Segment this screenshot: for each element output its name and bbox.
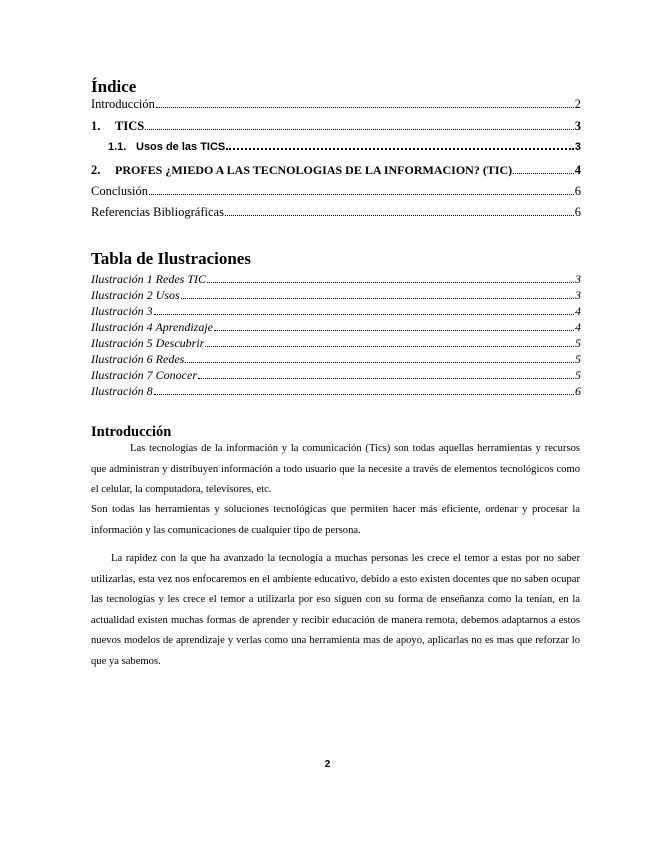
leader-dots xyxy=(156,107,574,108)
toc-entry-page: 3 xyxy=(574,119,581,133)
leader-dots xyxy=(185,362,574,363)
toc-entry-page: 3 xyxy=(574,141,581,153)
illustration-entry[interactable] xyxy=(91,384,581,398)
illustration-page: 5 xyxy=(575,336,581,350)
illustration-page: 3 xyxy=(575,272,581,286)
intro-paragraph-3: La rapidez con la que ha avanzado la tecnología a muchas personas les crece el temor a estas por no saber utilizarlas, esta vez nos enfocaremos en el ambiente educativo, debido a esto existen docentes que no saben ocupar las tecnologías y les crece el temor a utilizarla por eso siguen con su forma de enseñanza como la tenían, en la actualidad existen muchas formas de aprender y recibir educación de manera remota, debemos adaptarnos a estos nuevos modelos de aprendizaje y verlas como una herramienta mas de apoyo, aplicarlas no es mas que reforzar lo que ya sabemos. xyxy=(91,553,580,667)
illustration-entry[interactable] xyxy=(91,304,581,318)
illustration-label: Ilustración 4 Aprendizaje xyxy=(91,320,213,334)
illustration-page: 3 xyxy=(575,288,581,302)
toc-entry-page: 6 xyxy=(574,205,581,219)
toc-entry-label: Conclusión xyxy=(91,184,148,198)
leader-dots xyxy=(513,173,574,174)
toc-entry-label: TICS xyxy=(115,119,145,133)
illustration-page: 6 xyxy=(575,384,581,398)
illustration-label: Ilustración 7 Conocer xyxy=(91,368,197,382)
illustration-entry[interactable] xyxy=(91,352,581,366)
toc-entry-number: 1. xyxy=(91,119,101,133)
illustration-label: Ilustración 1 Redes TIC xyxy=(91,272,206,286)
toc-entry-tics[interactable] xyxy=(91,119,581,135)
illustration-entry[interactable] xyxy=(91,368,581,382)
leader-dots xyxy=(149,194,574,195)
toc-entry-page: 2 xyxy=(574,97,581,111)
section-title-introduccion: Introducción xyxy=(91,424,172,440)
illustration-page: 4 xyxy=(575,320,581,334)
toc-entry-referencias[interactable] xyxy=(91,205,581,221)
illustration-page: 4 xyxy=(575,304,581,318)
toc-entry-usos[interactable] xyxy=(108,141,581,157)
toc-entry-label: Usos de las TICS xyxy=(136,141,226,153)
illustration-label: Ilustración 5 Descubrir xyxy=(91,336,205,350)
toc-entry-label: PROFES ¿MIEDO A LAS TECNOLOGIAS DE LA INFORMACION? (TIC) xyxy=(115,163,513,177)
toc-entry-profes[interactable] xyxy=(91,163,581,179)
leader-dots xyxy=(181,298,574,299)
leader-dots xyxy=(145,129,574,130)
toc-entry-page: 6 xyxy=(574,184,581,198)
illustration-label: Ilustración 8 xyxy=(91,384,153,398)
illustration-page: 5 xyxy=(575,352,581,366)
toc-entry-conclusion[interactable] xyxy=(91,184,581,200)
leader-dots xyxy=(207,282,574,283)
toc-entry-introduccion[interactable] xyxy=(91,97,581,113)
leader-dots xyxy=(198,378,574,379)
illustration-entry[interactable] xyxy=(91,288,581,302)
toc-entry-label: Introducción xyxy=(91,97,155,111)
leader-dots xyxy=(205,346,574,347)
illustration-label: Ilustración 2 Usos xyxy=(91,288,180,302)
toc-entry-page: 4 xyxy=(574,163,581,177)
illustration-label: Ilustración 6 Redes xyxy=(91,352,185,366)
intro-paragraph-1: Las tecnologías de la información y la comunicación (Tics) son todas aquellas herramientas y recursos que administran y distribuyen información a todo usuario que la necesite a través de elementos tecnológicos como el celular, la computadora, televisores, etc. xyxy=(91,443,580,495)
illustration-entry[interactable] xyxy=(91,336,581,350)
leader-dots xyxy=(154,394,574,395)
toc-entry-number: 2. xyxy=(91,163,101,177)
illustration-entry[interactable] xyxy=(91,272,581,286)
intro-paragraph-2: Son todas las herramientas y soluciones tecnológicas que permiten hacer más eficiente, ordenar y procesar la información y las comunicaciones de cualquier tipo de persona. xyxy=(91,504,580,536)
leader-dots xyxy=(225,215,574,216)
illustration-label: Ilustración 3 xyxy=(91,304,153,318)
page-number: 2 xyxy=(324,759,331,770)
illustration-page: 5 xyxy=(575,368,581,382)
toc-entry-label: Referencias Bibliográficas xyxy=(91,205,224,219)
illustrations-title: Tabla de Ilustraciones xyxy=(91,249,251,268)
leader-dots xyxy=(214,330,574,331)
leader-dots xyxy=(226,148,574,150)
leader-dots xyxy=(154,314,574,315)
illustration-entry[interactable] xyxy=(91,320,581,334)
toc-entry-number: 1.1. xyxy=(108,141,127,153)
toc-title: Índice xyxy=(91,77,137,96)
